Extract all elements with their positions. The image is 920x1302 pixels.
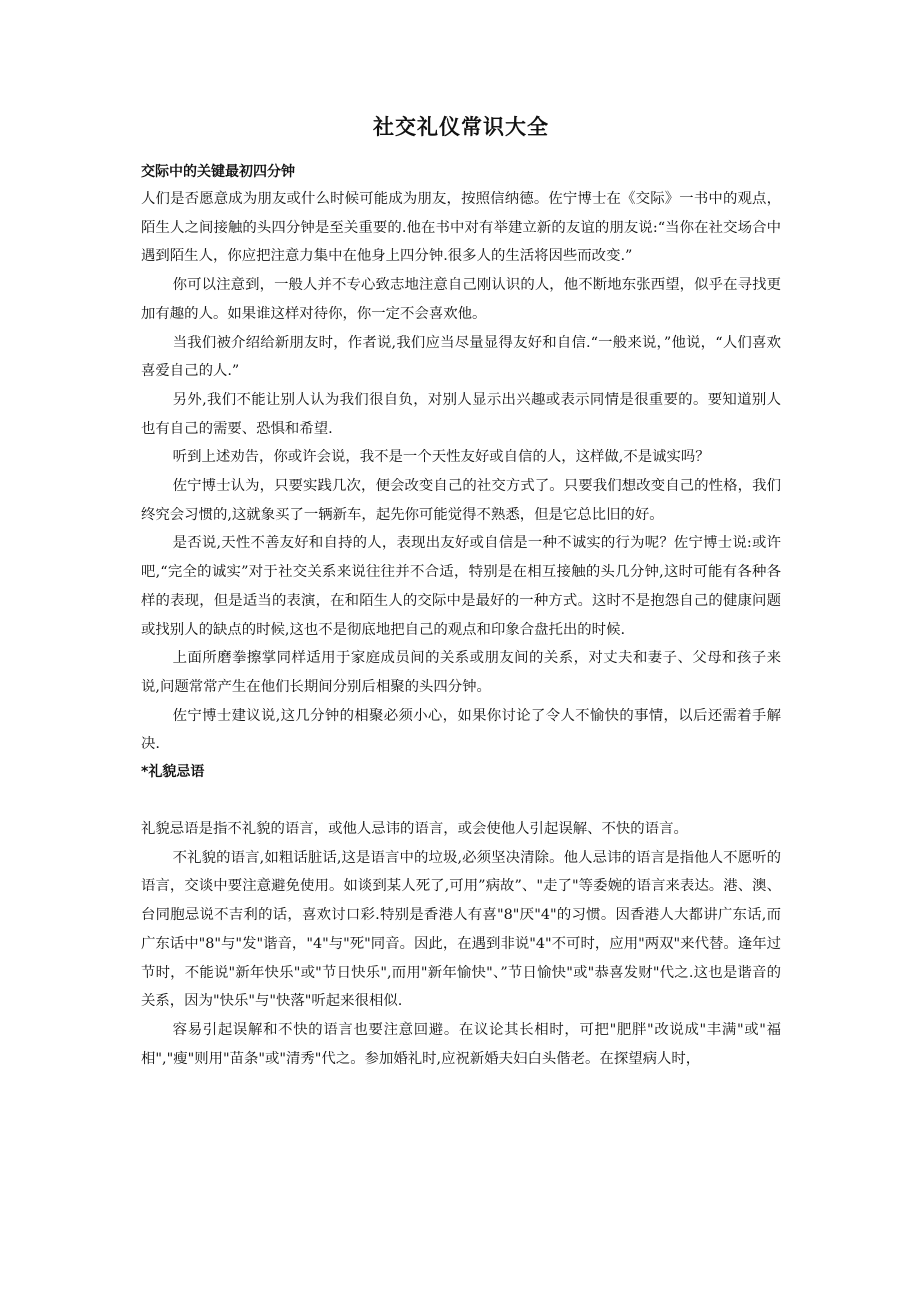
- document-page: [141, 112, 781, 1073]
- paragraph: 佐宁博士建议说,这几分钟的相聚必须小心，如果你讨论了令人不愉快的事情，以后还需着手解决.: [141, 707, 781, 753]
- paragraph: 当我们被介绍给新朋友时，作者说,我们应当尽量显得友好和自信.“一般来说，”他说，“人们喜欢喜爱自己的人.”: [141, 334, 781, 380]
- paragraph: 你可以注意到，一般人并不专心致志地注意自己刚认识的人，他不断地东张西望，似乎在寻找更加有趣的人。如果谁这样对待你，你一定不会喜欢他。: [141, 277, 781, 322]
- paragraph: 佐宁博士认为，只要实践几次，便会改变自己的社交方式了。只要我们想改变自己的性格，我们终究会习惯的,这就象买了一辆新车，起先你可能觉得不熟悉，但是它总比旧的好。: [141, 478, 781, 523]
- section-spacer: [141, 785, 781, 815]
- paragraph: 礼貌忌语是指不礼貌的语言，或他人忌讳的语言，或会使他人引起误解、不快的语言。: [141, 821, 688, 838]
- document-title: 社交礼仪常识大全: [373, 115, 549, 139]
- section-heading-first-four-minutes: 交际中的关键最初四分钟: [141, 164, 295, 180]
- paragraph: 不礼貌的语言,如粗话脏话,这是语言中的垃圾,必须坚决清除。他人忌讳的语言是指他人不愿听的语言，交谈中要注意避免使用。如谈到某人死了,可用”病故”、"走了"等委婉的语言来表达。港、澳、台同胞忌说不吉利的话，喜欢讨口彩.特别是香港人有喜"8"厌"4"的习惯。因香港人大都讲广东话,而广东话中"8"与"发"谐音，"4"与"死"同音。因此，在遇到非说"4"不可时，应用"两双"来代替。逢年过节时，不能说"新年快乐"或"节日快乐",而用"新年愉快"、”节日愉快"或"恭喜发财"代之.这也是谐音的关系，因为"快乐"与"快落"听起来很相似.: [141, 849, 781, 1010]
- paragraph: 容易引起误解和不快的语言也要注意回避。在议论其长相时，可把"肥胖"改说成"丰满"或"福相","瘦"则用"苗条"或"清秀"代之。参加婚礼时,应祝新婚夫妇白头偕老。在探望病人时，: [141, 1021, 781, 1067]
- paragraph: 是否说,天性不善友好和自持的人，表现出友好或自信是一种不诚实的行为呢？佐宁博士说:或许吧,“完全的诚实”对于社交关系来说往往并不合适，特别是在相互接触的头几分钟,这时可能有各种各样的表现，但是适当的表演，在和陌生人的交际中是最好的一种方式。这时不是抱怨自己的健康问题或找别人的缺点的时候,这也不是彻底地把自己的观点和印象合盘托出的时候.: [141, 535, 781, 638]
- paragraph: 人们是否愿意成为朋友或什么时候可能成为朋友，按照信纳德。佐宁博士在《交际》一书中的观点，陌生人之间接触的头四分钟是至关重要的.他在书中对有举建立新的友谊的朋友说:“当你在社交场合中遇到陌生人，你应把注意力集中在他身上四分钟.很多人的生活将因些而改变.”: [141, 191, 781, 265]
- paragraph: 听到上述劝告，你或许会说，我不是一个天性友好或自信的人，这样做,不是诚实吗？: [172, 449, 710, 466]
- paragraph: 上面所磨拳擦掌同样适用于家庭成员间的关系或朋友间的关系，对丈夫和妻子、父母和孩子来说,问题常常产生在他们长期间分别后相聚的头四分钟。: [141, 650, 781, 695]
- paragraph: 另外,我们不能让别人认为我们很自负，对别人显示出兴趣或表示同情是很重要的。要知道别人也有自己的需要、恐惧和希望.: [141, 391, 781, 437]
- section-heading-polite-taboo-words: *礼貌忌语: [141, 764, 205, 781]
